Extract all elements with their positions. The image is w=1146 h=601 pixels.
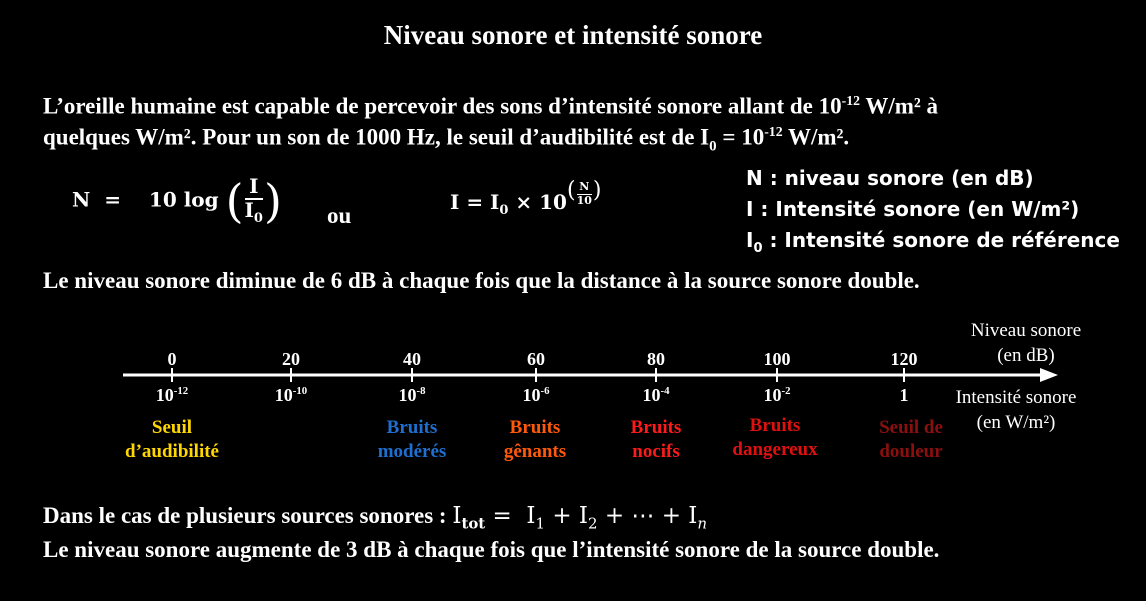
sum-terms: $_1 + I_2$ + ⋯ + $I_n$: [535, 503, 708, 533]
intensity-tick-label: $10^{-6}$: [522, 385, 550, 405]
page-title: Niveau sonore et intensité sonore: [383, 20, 763, 50]
db-tick-label: 80: [647, 349, 665, 369]
intensity-tick-label: 1: [899, 385, 909, 405]
intensity-rule: Le niveau sonore augmente de 3 dB à chaque fois que l’intensité sonore de la source double.: [43, 537, 940, 562]
noise-category: Bruits nocifs: [630, 417, 682, 462]
noise-category: Seuil d’audibilité: [125, 417, 219, 462]
db-tick-label: 60: [527, 349, 545, 369]
db-tick-label: 40: [403, 349, 421, 369]
intro-line-1: L’oreille humaine est capable de percevoir des sons d’intensité sonore allant de $10^{-12}$ W/m² à: [43, 93, 939, 119]
intensity-tick-label: $10^{-4}$: [642, 385, 670, 405]
distance-rule: Le niveau sonore diminue de 6 dB à chaque fois que la distance à la source sonore double.: [43, 268, 920, 293]
intro-line-2: quelques W/m². Pour un son de 1000 Hz, le seuil d’audibilité est de $I_0 = 10^{-12}$ W/m².: [43, 124, 850, 155]
intensity-tick-label: $10^{-12}$: [155, 385, 189, 405]
axis-title-intensity: Intensité sonore (en W/m²): [955, 387, 1077, 433]
definition-n: N : niveau sonore (en dB): [746, 166, 1034, 190]
multi-sources: Dans le cas de plusieurs sources sonores : $I_{tot} = I_1 + I_2$ + ⋯ + $I_n$: [43, 503, 708, 533]
intensity-tick-label: $10^{-8}$: [398, 385, 426, 405]
db-tick-label: 20: [282, 349, 300, 369]
level-formula: N = 10 log ( $\frac{I}{I_0}$ ): [72, 173, 282, 228]
noise-category: Bruits modérés: [377, 417, 447, 462]
definition-i: I : Intensité sonore (en W/m²): [746, 197, 1080, 221]
noise-category: Bruits gênants: [503, 417, 567, 462]
noise-category: Seuil de douleur: [879, 417, 943, 462]
intensity-tick-label: $10^{-10}$: [274, 385, 308, 405]
db-tick-label: 120: [890, 349, 918, 369]
axis-title-db: Niveau sonore (en dB): [970, 320, 1082, 366]
noise-category: Bruits dangereux: [732, 415, 818, 460]
db-tick-label: 100: [763, 349, 791, 369]
axis-arrowhead: [1040, 368, 1058, 382]
intensity-formula: $I = I_0 \times 10^{( \frac{N}{10} )}$: [450, 178, 602, 218]
definition-i0: $I_0$ : Intensité sonore de référence: [746, 228, 1120, 256]
intensity-tick-label: $10^{-2}$: [763, 385, 791, 405]
db-tick-label: 0: [167, 349, 177, 369]
connector-ou: ou: [327, 203, 352, 228]
